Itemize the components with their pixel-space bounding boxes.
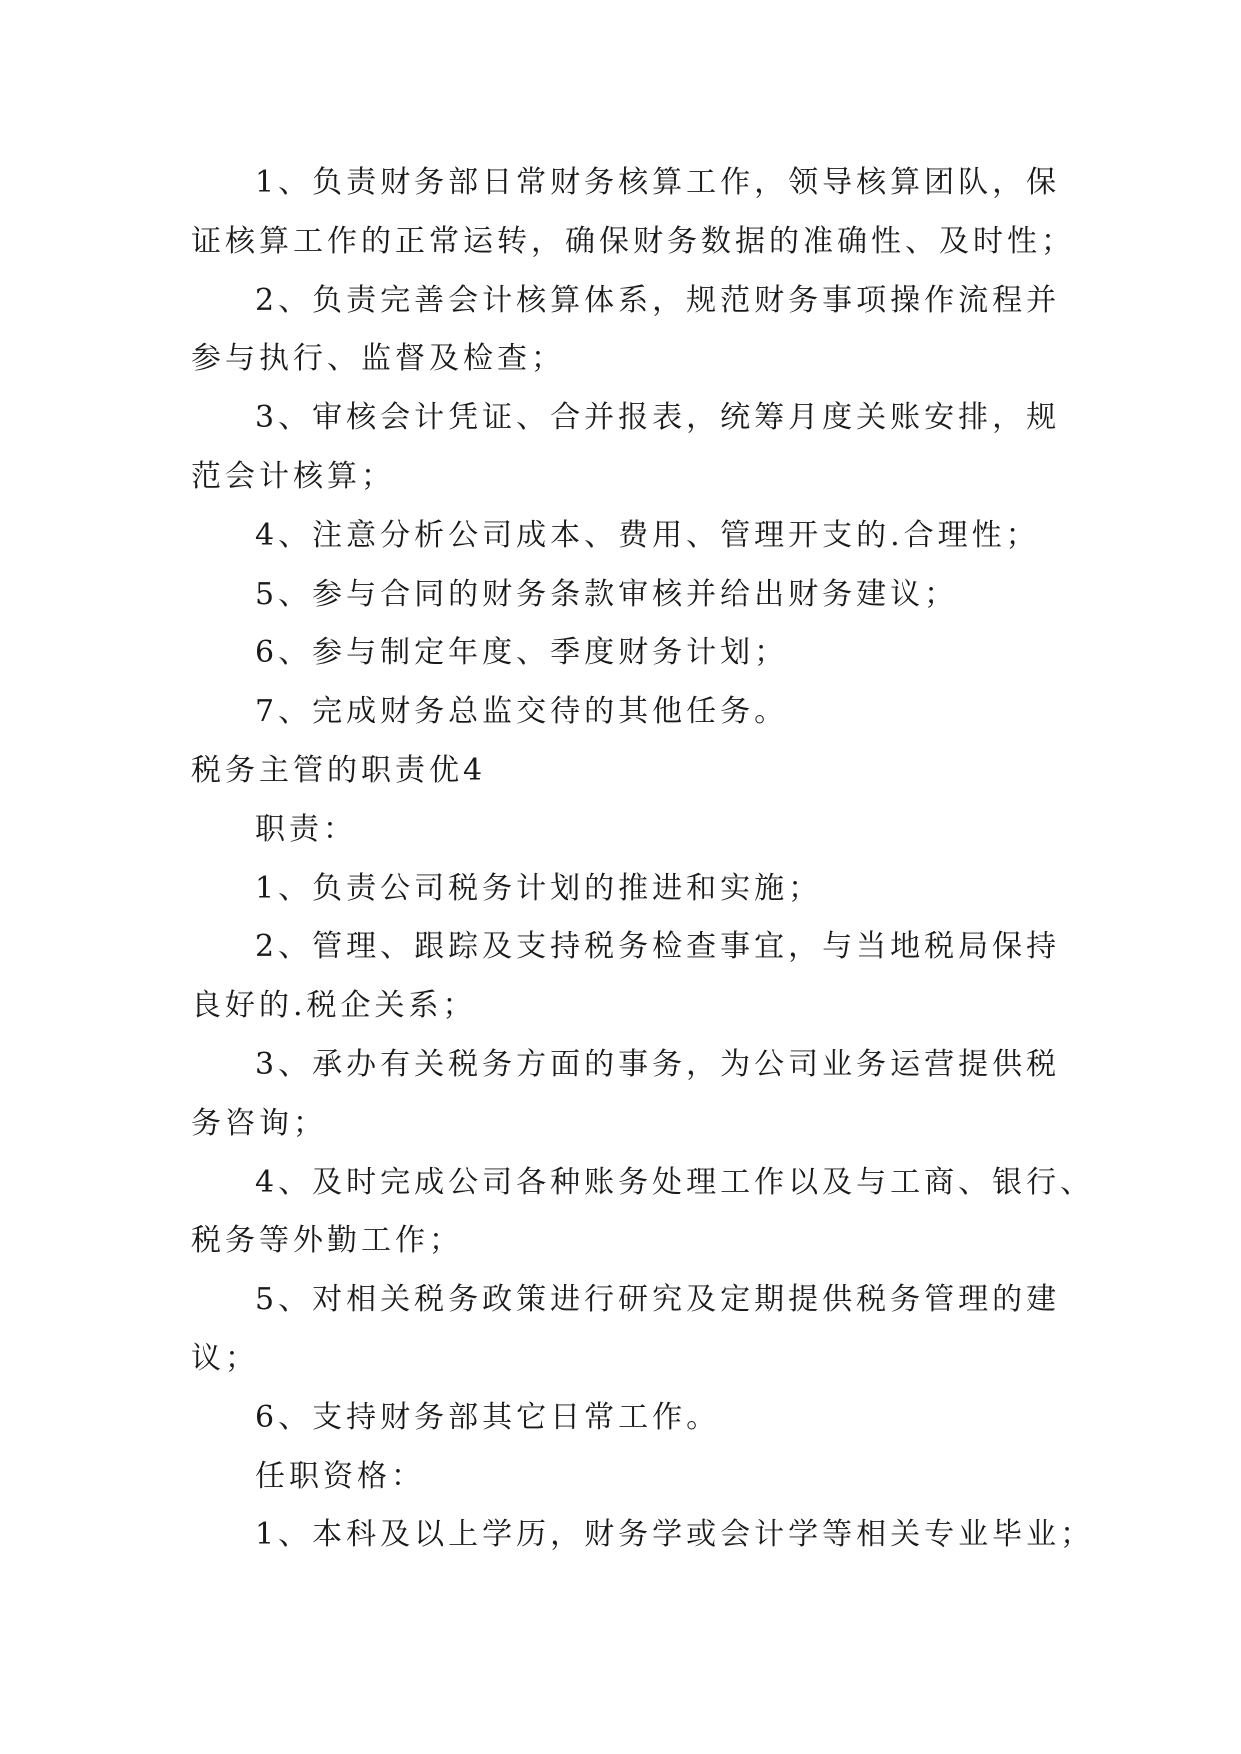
continuation-line: 良好的.税企关系； (191, 988, 477, 1024)
paragraph-line: 5、参与合同的财务条款审核并给出财务建议； (255, 576, 959, 612)
paragraph-line: 1、本科及以上学历，财务学或会计学等相关专业毕业； (255, 1517, 1095, 1553)
paragraph-line: 1、负责财务部日常财务核算工作，领导核算团队，保 (255, 165, 1061, 200)
paragraph-line: 6、支持财务部其它日常工作。 (255, 1399, 721, 1435)
paragraph-line: 6、参与制定年度、季度财务计划； (255, 635, 789, 671)
continuation-line: 范会计核算； (191, 458, 395, 494)
paragraph-line: 任职资格： (255, 1458, 425, 1494)
continuation-line: 议； (191, 1340, 259, 1376)
paragraph-line: 5、对相关税务政策进行研究及定期提供税务管理的建 (255, 1282, 1061, 1318)
paragraph-line: 3、审核会计凭证、合并报表，统筹月度关账安排，规 (255, 400, 1061, 436)
continuation-line: 税务等外勤工作； (191, 1223, 463, 1259)
continuation-line: 证核算工作的正常运转，确保财务数据的准确性、及时性； (191, 223, 1075, 259)
paragraph-line: 7、完成财务总监交待的其他任务。 (255, 694, 789, 730)
paragraph-line: 2、负责完善会计核算体系，规范财务事项操作流程并 (255, 282, 1061, 318)
continuation-line: 参与执行、监督及检查； (191, 341, 565, 377)
paragraph-line: 1、负责公司税务计划的推进和实施； (255, 870, 823, 906)
paragraph-line: 职责： (255, 811, 357, 847)
paragraph-line: 2、管理、跟踪及支持税务检查事宜，与当地税局保持 (255, 929, 1061, 965)
paragraph-line: 3、承办有关税务方面的事务，为公司业务运营提供税 (255, 1046, 1061, 1082)
paragraph-line: 4、及时完成公司各种账务处理工作以及与工商、银行、 (255, 1164, 1095, 1200)
section-heading: 税务主管的职责优4 (191, 752, 487, 788)
paragraph-line: 4、注意分析公司成本、费用、管理开支的.合理性； (255, 517, 1040, 553)
document-body (191, 154, 1095, 1565)
continuation-line: 务咨询； (191, 1105, 327, 1141)
